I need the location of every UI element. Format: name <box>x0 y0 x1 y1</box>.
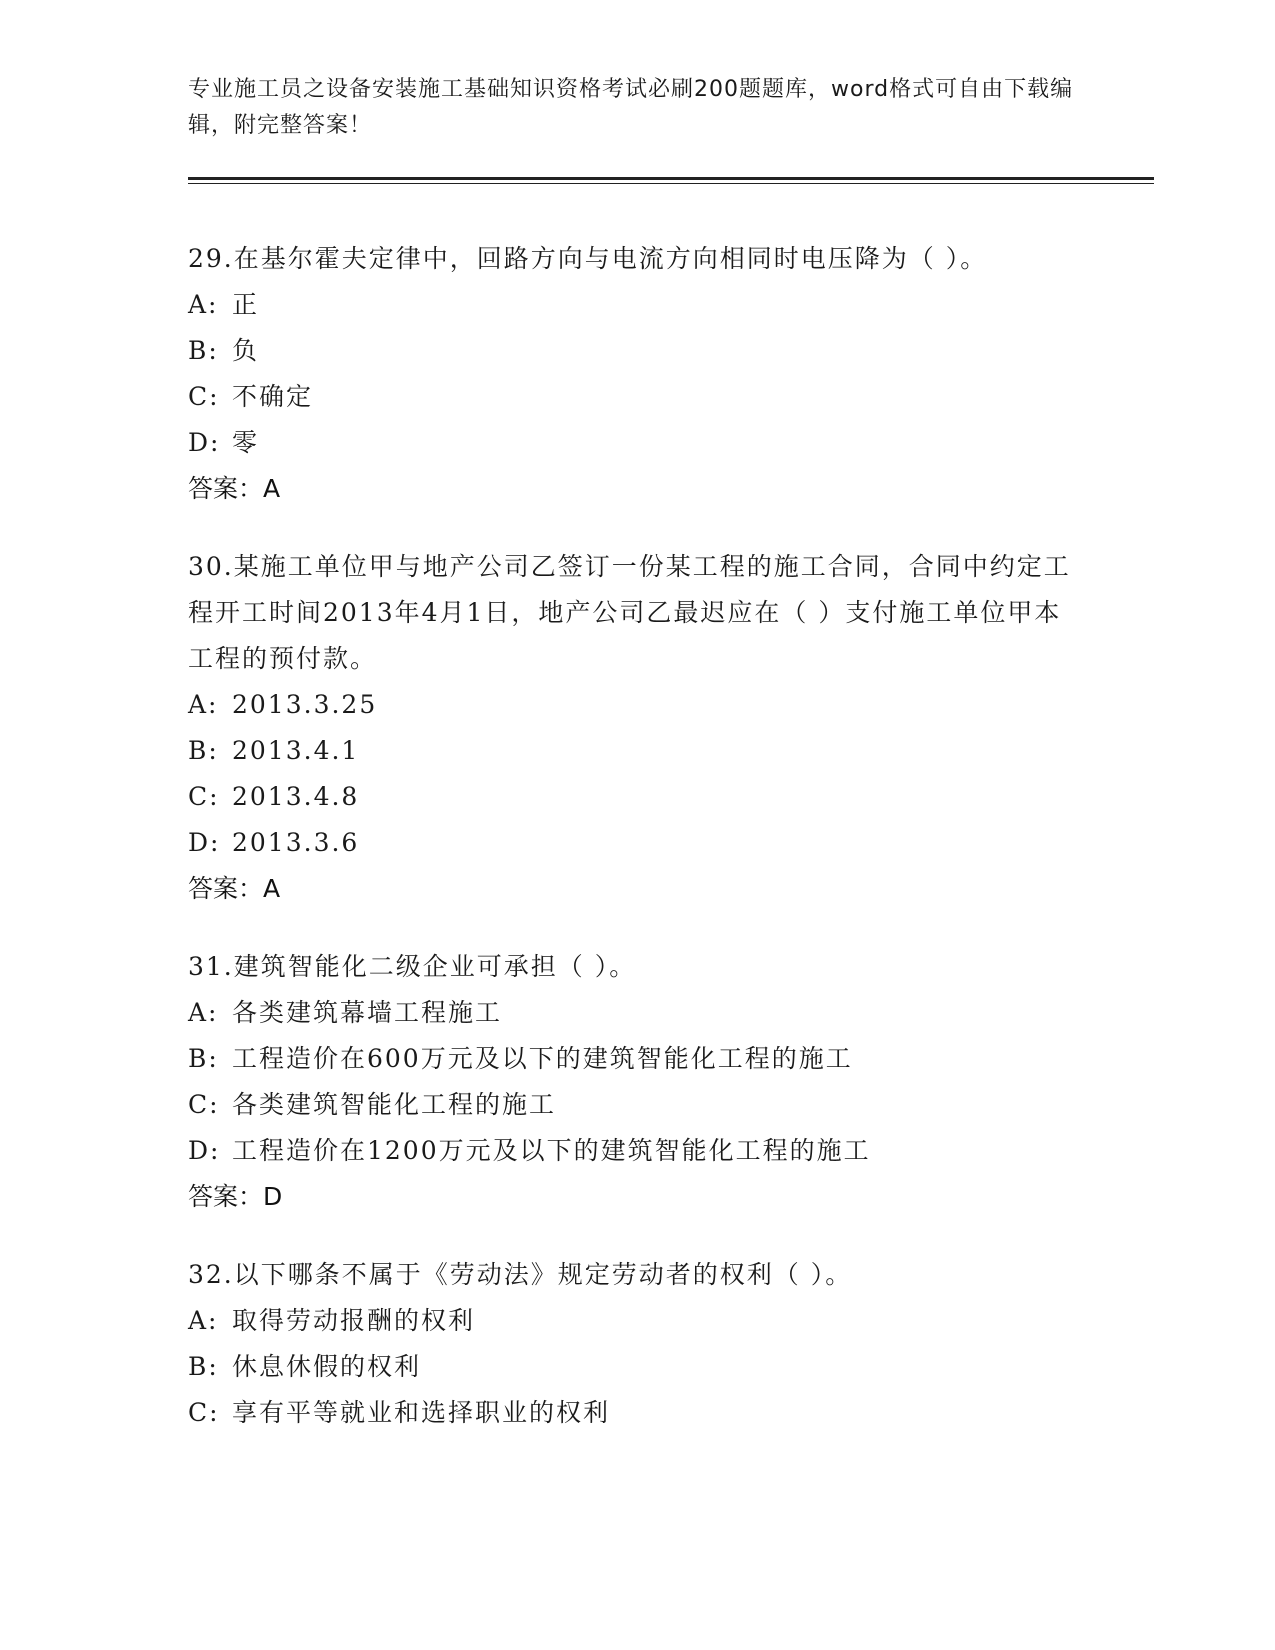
option-letter: A: <box>188 1306 219 1335</box>
option-text: 各类建筑智能化工程的施工 <box>232 1090 557 1119</box>
option-text: 各类建筑幕墙工程施工 <box>232 998 503 1027</box>
option-letter: C: <box>188 1398 220 1427</box>
option-c <box>188 1390 1088 1436</box>
option-text: 工程造价在600万元及以下的建筑智能化工程的施工 <box>232 1044 853 1073</box>
option-text: 负 <box>232 336 260 365</box>
question-32 <box>188 1252 1088 1436</box>
option-letter: C: <box>188 1090 220 1119</box>
question-stem: 31.建筑智能化二级企业可承担（ ）。 <box>188 952 637 981</box>
option-d <box>188 420 1088 466</box>
question-30 <box>188 544 1088 912</box>
question-list <box>188 236 1088 1468</box>
option-c <box>188 374 1088 420</box>
option-letter: D: <box>188 428 221 457</box>
document-header: 专业施工员之设备安装施工基础知识资格考试必刷200题题库，word格式可自由下载编辑，附完整答案！ <box>188 77 1074 138</box>
option-d <box>188 1128 1088 1174</box>
answer-line: 答案：D <box>188 1182 283 1211</box>
header-rule-thick <box>188 177 1154 180</box>
question-31 <box>188 944 1088 1220</box>
option-c <box>188 1082 1088 1128</box>
option-letter: B: <box>188 1352 219 1381</box>
option-text: 零 <box>232 428 260 457</box>
option-text: 工程造价在1200万元及以下的建筑智能化工程的施工 <box>232 1136 871 1165</box>
option-letter: B: <box>188 336 219 365</box>
option-a <box>188 682 1088 728</box>
option-letter: D: <box>188 1136 221 1165</box>
option-letter: C: <box>188 782 220 811</box>
option-text: 享有平等就业和选择职业的权利 <box>232 1398 611 1427</box>
question-stem: 29.在基尔霍夫定律中，回路方向与电流方向相同时电压降为（ ）。 <box>188 244 988 273</box>
option-text: 正 <box>232 290 260 319</box>
option-text: 2013.4.1 <box>232 736 360 765</box>
header-rule-thin <box>188 183 1154 184</box>
option-letter: C: <box>188 382 220 411</box>
option-text: 不确定 <box>232 382 314 411</box>
question-29 <box>188 236 1088 512</box>
option-a <box>188 1298 1088 1344</box>
answer-line: 答案：A <box>188 874 281 903</box>
option-a <box>188 990 1088 1036</box>
option-d <box>188 820 1088 866</box>
option-b <box>188 728 1088 774</box>
option-c <box>188 774 1088 820</box>
option-letter: A: <box>188 690 219 719</box>
option-a <box>188 282 1088 328</box>
option-text: 2013.4.8 <box>232 782 360 811</box>
option-b <box>188 328 1088 374</box>
option-letter: B: <box>188 736 219 765</box>
question-stem: 30.某施工单位甲与地产公司乙签订一份某工程的施工合同，合同中约定工程开工时间2013年4月1日，地产公司乙最迟应在（ ）支付施工单位甲本工程的预付款。 <box>188 552 1071 673</box>
option-letter: B: <box>188 1044 219 1073</box>
option-letter: A: <box>188 998 219 1027</box>
option-text: 取得劳动报酬的权利 <box>232 1306 476 1335</box>
option-letter: A: <box>188 290 219 319</box>
answer-line: 答案：A <box>188 474 281 503</box>
question-stem: 32.以下哪条不属于《劳动法》规定劳动者的权利（ ）。 <box>188 1260 853 1289</box>
option-text: 休息休假的权利 <box>232 1352 422 1381</box>
option-b <box>188 1036 1088 1082</box>
option-b <box>188 1344 1088 1390</box>
option-letter: D: <box>188 828 221 857</box>
option-text: 2013.3.6 <box>232 828 360 857</box>
option-text: 2013.3.25 <box>232 690 378 719</box>
